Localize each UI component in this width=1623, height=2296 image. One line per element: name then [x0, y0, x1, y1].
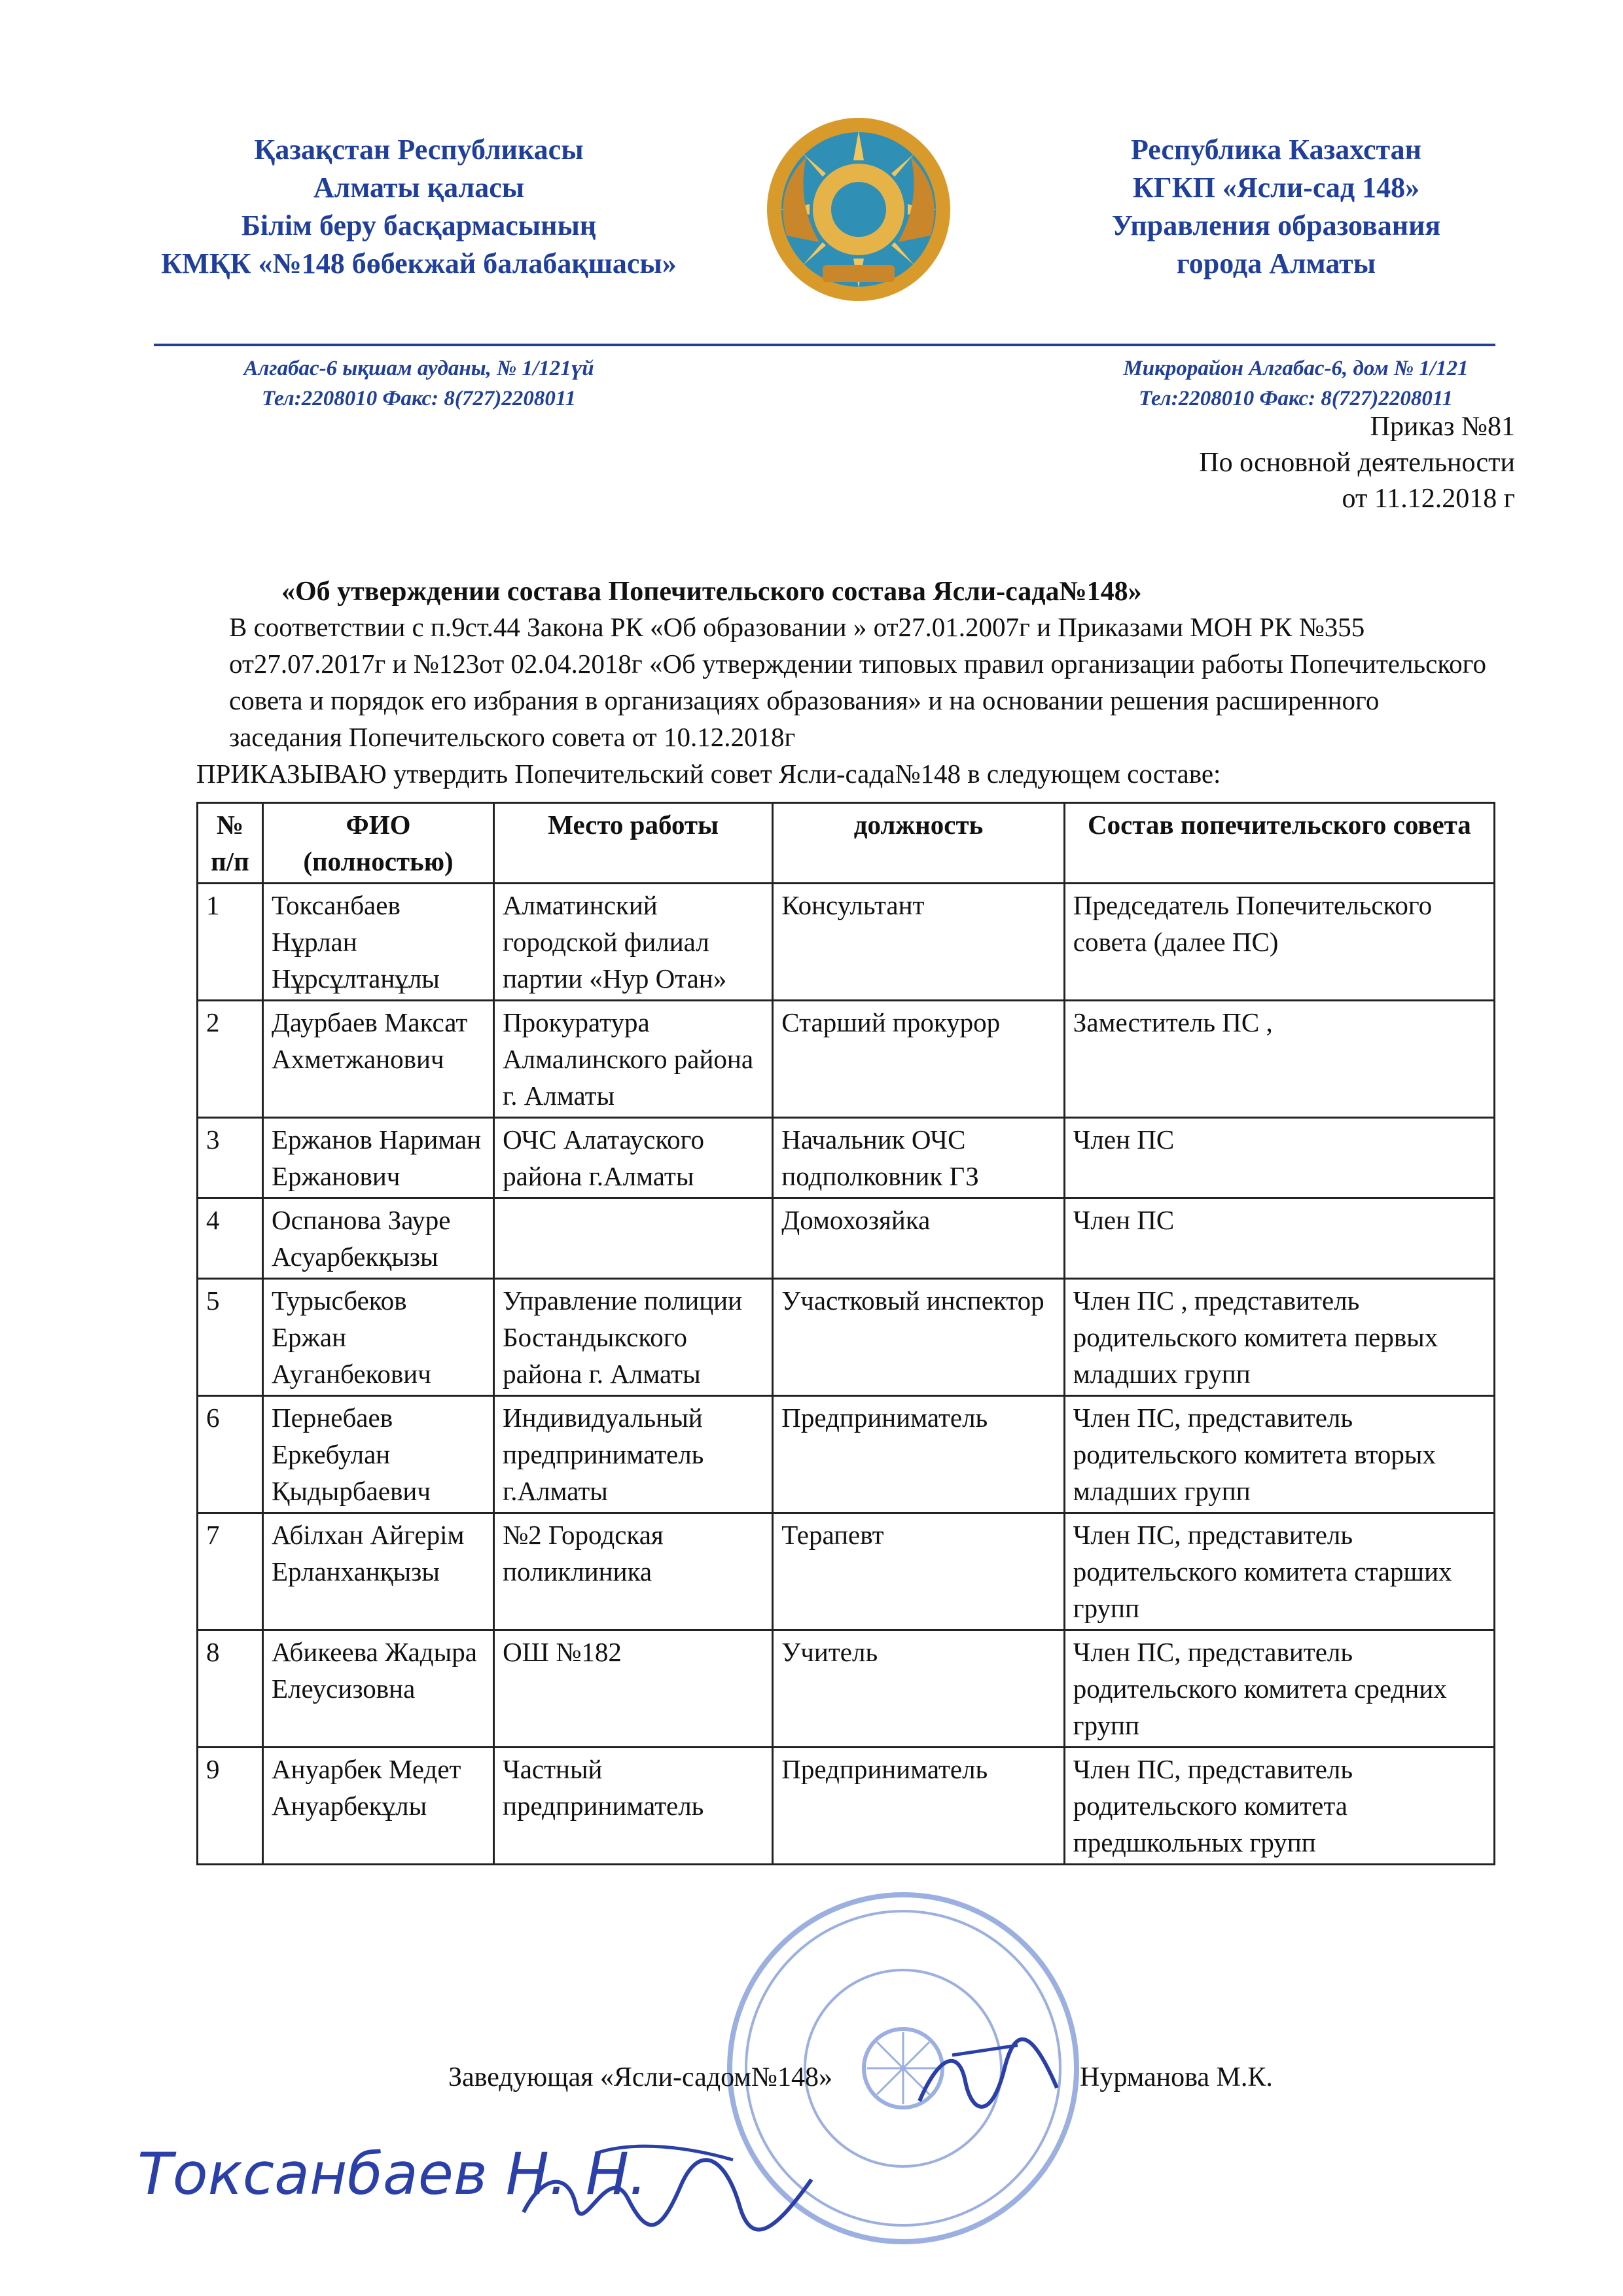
cell-number: 7: [198, 1513, 263, 1630]
order-type: По основной деятельности: [1199, 448, 1515, 478]
header-line: Қазақстан Республикасы: [254, 134, 584, 166]
cell-workplace: Алматинский городской филиал партии «Нур Отан»: [494, 884, 773, 1001]
table-row: [198, 1118, 1495, 1198]
header-workplace: Место работы: [494, 803, 773, 884]
cell-role: Член ПС, представитель родительского комитета старших групп: [1064, 1513, 1494, 1630]
cell-number: 9: [198, 1748, 263, 1865]
cell-number: 3: [198, 1118, 263, 1198]
council-members-table: [196, 802, 1495, 1865]
cell-role: Член ПС, представитель родительского комитета предшкольных групп: [1064, 1748, 1494, 1865]
table-row: [198, 1513, 1495, 1630]
cell-role: Председатель Попечительского совета (далее ПС): [1064, 884, 1494, 1001]
table-row: [198, 1630, 1495, 1748]
header-name: ФИО (полностью): [263, 803, 494, 884]
table-row: [198, 1198, 1495, 1279]
cell-workplace: ОЧС Алатауского района г.Алматы: [494, 1118, 773, 1198]
cell-workplace: Управление полиции Бостандыкского района г. Алматы: [494, 1279, 773, 1396]
cell-role: Член ПС: [1064, 1118, 1494, 1198]
address-line: Микрорайон Алгабас-6, дом № 1/121: [1123, 357, 1469, 380]
cell-workplace: Прокуратура Алмалинского района г. Алматы: [494, 1001, 773, 1118]
signatory-name: Нурманова М.К.: [1080, 2062, 1273, 2092]
cell-role: Заместитель ПС ,: [1064, 1001, 1494, 1118]
cell-workplace: Частный предприниматель: [494, 1748, 773, 1865]
cell-workplace: Индивидуальный предприниматель г.Алматы: [494, 1396, 773, 1513]
table-row: [198, 1279, 1495, 1396]
header-line: Управления образования: [1111, 209, 1441, 242]
cell-position: Предприниматель: [773, 1748, 1065, 1865]
body-paragraph: В соответствии с п.9ст.44 Закона РК «Об образовании » от27.01.2007г и Приказами МОН РК №355 от27.07.2017г и №123от 02.04.2018г «Об утверждении типовых правил организации работы Попечительского совета и порядок его избрания в организациях образования» и на основании решения расширенного заседания Попечительского совета от 10.12.2018г: [229, 612, 1486, 752]
table-row: [198, 1001, 1495, 1118]
cell-workplace: ОШ №182: [494, 1630, 773, 1748]
header-line: Алматы қаласы: [313, 171, 525, 204]
header-council-role: Состав попечительского совета: [1064, 803, 1494, 884]
cell-name: Оспанова Зауре Асуарбекқызы: [263, 1198, 494, 1279]
director-signature-icon: [913, 2029, 1063, 2127]
cell-name: Ануарбек Медет Ануарбекұлы: [263, 1748, 494, 1865]
cell-position: Консультант: [773, 884, 1065, 1001]
cell-position: Учитель: [773, 1630, 1065, 1748]
cell-role: Член ПС, представитель родительского комитета средних групп: [1064, 1630, 1494, 1748]
header-line: КМҚК «№148 бөбекжай балабақшасы»: [161, 247, 677, 279]
cell-workplace: [494, 1198, 773, 1279]
signatory-position: Заведующая «Ясли-садом№148»: [448, 2062, 832, 2092]
cell-role: Член ПС: [1064, 1198, 1494, 1279]
cell-number: 8: [198, 1630, 263, 1748]
cell-name: Токсанбаев Нұрлан Нұрсұлтанұлы: [263, 884, 494, 1001]
header-divider: [154, 344, 1495, 346]
cell-name: Пернебаев Еркебулан Қыдырбаевич: [263, 1396, 494, 1513]
cell-name: Ержанов Нариман Ержанович: [263, 1118, 494, 1198]
cell-name: Даурбаев Максат Ахметжанович: [263, 1001, 494, 1118]
header-kazakh: [98, 131, 740, 283]
cell-number: 5: [198, 1279, 263, 1396]
cell-name: Абілхан Айгерім Ерланханқызы: [263, 1513, 494, 1630]
address-kazakh: [164, 353, 674, 414]
cell-role: Член ПС, представитель родительского комитета вторых младших групп: [1064, 1396, 1494, 1513]
handwritten-signature-icon: [517, 2134, 818, 2245]
header-line: Республика Казахстан: [1130, 134, 1422, 166]
cell-position: Участковый инспектор: [773, 1279, 1065, 1396]
address-line: Алгабас-6 ықшам ауданы, № 1/121үй: [243, 357, 594, 380]
table-row: [198, 1748, 1495, 1865]
handwritten-name: Токсанбаев Н. Н.: [137, 2140, 648, 2208]
cell-number: 2: [198, 1001, 263, 1118]
order-date: от 11.12.2018 г: [1342, 484, 1515, 514]
cell-name: Абикеева Жадыра Елеусизовна: [263, 1630, 494, 1748]
header-line: Білім беру басқармасының: [241, 209, 597, 242]
header-number: № п/п: [198, 803, 263, 884]
phone-line: Тел:2208010 Факс: 8(727)2208011: [1138, 387, 1454, 410]
document-title: «Об утверждении состава Попечительского состава Ясли-сада№148»: [281, 577, 1142, 607]
table-header-row: [198, 803, 1495, 884]
cell-name: Турысбеков Ержан Ауганбекович: [263, 1279, 494, 1396]
cell-role: Член ПС , представитель родительского комитета первых младших групп: [1064, 1279, 1494, 1396]
document-body: [196, 609, 1492, 792]
state-emblem-icon: [760, 111, 957, 308]
cell-number: 4: [198, 1198, 263, 1279]
cell-position: Терапевт: [773, 1513, 1065, 1630]
header-line: КГКП «Ясли-сад 148»: [1132, 171, 1420, 204]
cell-number: 1: [198, 884, 263, 1001]
table-row: [198, 884, 1495, 1001]
table-row: [198, 1396, 1495, 1513]
cell-position: Начальник ОЧС подполковник ГЗ: [773, 1118, 1065, 1198]
header-line: города Алматы: [1176, 247, 1376, 279]
cell-position: Старший прокурор: [773, 1001, 1065, 1118]
order-number: Приказ №81: [1370, 412, 1515, 442]
cell-number: 6: [198, 1396, 263, 1513]
cell-workplace: №2 Городская поликлиника: [494, 1513, 773, 1630]
address-russian: [1021, 353, 1571, 414]
header-russian: [982, 131, 1571, 283]
cell-position: Домохозяйка: [773, 1198, 1065, 1279]
phone-line: Тел:2208010 Факс: 8(727)2208011: [261, 387, 577, 410]
cell-position: Предприниматель: [773, 1396, 1065, 1513]
header-position: должность: [773, 803, 1065, 884]
body-order-line: ПРИКАЗЫВАЮ утвердить Попечительский совет Ясли-сада№148 в следующем составе:: [196, 759, 1221, 789]
order-info: [1199, 409, 1515, 517]
